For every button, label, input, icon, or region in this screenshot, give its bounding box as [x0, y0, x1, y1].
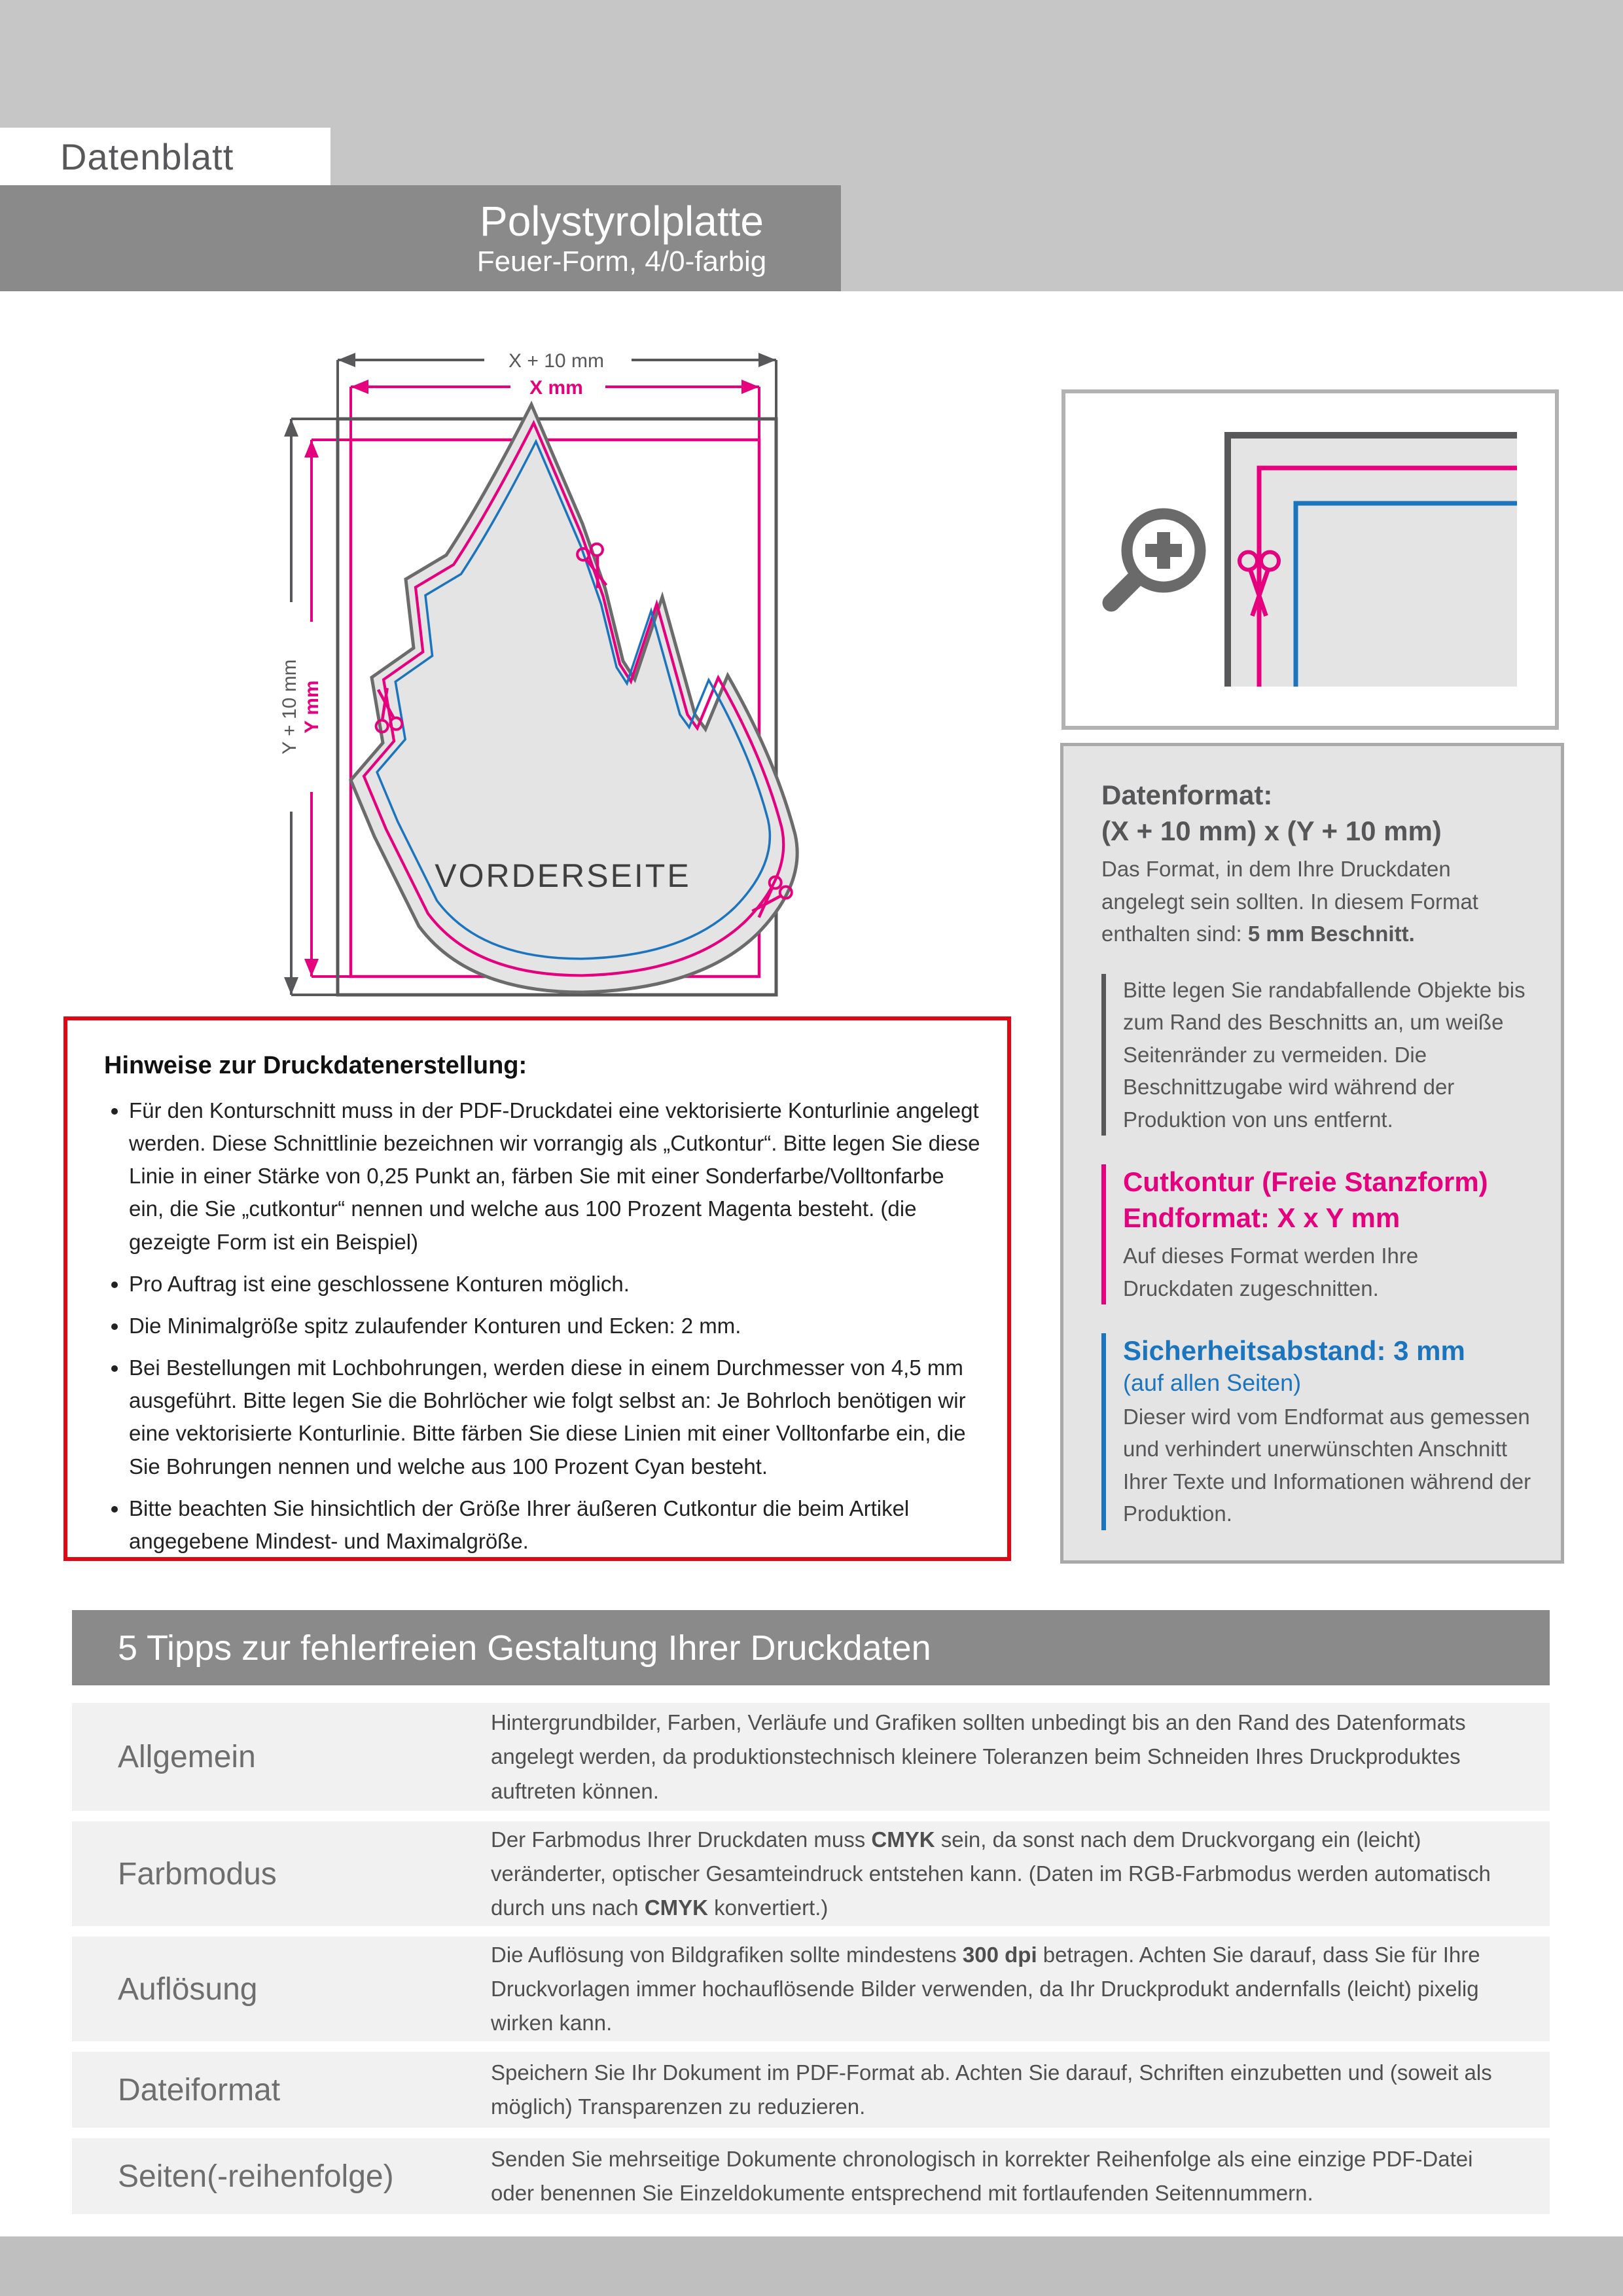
- tip-row-farbmodus: [72, 1821, 1550, 1926]
- tip-label: Farbmodus: [118, 1856, 277, 1892]
- cutkontur-block: [1101, 1164, 1533, 1304]
- tips-header-bar: [72, 1610, 1550, 1685]
- cutkontur-text: Auf dieses Format werden Ihre Druckdaten zugeschnitten.: [1123, 1244, 1419, 1300]
- tip-row-dateiformat: [72, 2052, 1550, 2128]
- front-side-label: VORDERSEITE: [435, 857, 691, 894]
- note-item: • Die Minimalgröße spitz zulaufender Konturen und Ecken: 2 mm.: [129, 1310, 981, 1342]
- note-item: • Pro Auftrag ist eine geschlossene Konturen möglich.: [129, 1268, 981, 1300]
- print-data-notes-box: [63, 1016, 1011, 1561]
- tip-text: Die Auflösung von Bildgrafiken sollte mindestens 300 dpi betragen. Achten Sie darauf, dass Sie für Ihre Druckvorlagen immer hochauflösende Bilder verwenden, da Ihr Druckprodukt andernfalls (leicht) pixelig wirken kann.: [491, 1942, 1480, 2036]
- dim-y-inner-label: Y mm: [301, 680, 323, 734]
- dim-y-outer-label: Y + 10 mm: [279, 659, 300, 755]
- safety-title: Sicherheitsabstand: 3 mm: [1123, 1335, 1465, 1367]
- dim-x-inner-label: X mm: [529, 377, 583, 399]
- bleed-note-text: Bitte legen Sie randabfallende Objekte bis zum Rand des Beschnitts an, um weiße Seitenränder zu vermeiden. Die Beschnittzugabe wird während der Produktion von uns entfernt.: [1123, 977, 1525, 1132]
- tip-text: Der Farbmodus Ihrer Druckdaten muss CMYK sein, da sonst nach dem Druckvorgang ein (leicht) veränderter, optischer Gesamteindruck entstehen kann. (Daten im RGB-Farbmodus werden automatisch durch uns nach CMYK konvertiert.): [491, 1827, 1491, 1920]
- cutkontur-title: Cutkontur (Freie Stanzform): [1123, 1166, 1488, 1198]
- safety-block: [1101, 1333, 1533, 1530]
- tip-row-seitenreihenfolge: [72, 2138, 1550, 2214]
- datenblatt-title-box: [0, 128, 330, 185]
- magnifier-plus-icon: [1111, 514, 1200, 603]
- bleed-note-block: [1101, 974, 1533, 1136]
- note-item: • Für den Konturschnitt muss in der PDF-Druckdatei eine vektorisierte Konturlinie angelegt werden. Diese Schnittlinie bezeichnen wir vorrangig als „Cutkontur“. Bitte legen Sie diese Linie in einer Stärke von 0,25 Punkt an, färben Sie mit einer Sonderfarbe/Volltonfarbe ein, die Sie „cutkontur“ nennen und welche aus 100 Prozent Magenta besteht. (die gezeigte Form ist ein Beispiel): [129, 1094, 981, 1259]
- tip-row-allgemein: [72, 1703, 1550, 1811]
- tips-title: 5 Tipps zur fehlerfreien Gestaltung Ihrer Druckdaten: [118, 1628, 931, 1668]
- datenformat-value: (X + 10 mm) x (Y + 10 mm): [1101, 815, 1442, 846]
- tip-text: Senden Sie mehrseitige Dokumente chronologisch in korrekter Reihenfolge als eine einzige PDF-Datei oder benennen Sie Einzeldokumente entsprechend mit fortlaufenden Seitennummern.: [491, 2146, 1473, 2205]
- product-name: Polystyrolplatte: [480, 197, 764, 245]
- corner-zoom-illustration: [1228, 435, 1517, 687]
- tip-text: Speichern Sie Ihr Dokument im PDF-Format ab. Achten Sie darauf, Schriften einzubetten und (soweit als möglich) Transparenzen zu reduzieren.: [491, 2060, 1492, 2119]
- format-info-panel: [1060, 743, 1564, 1564]
- endformat-title: Endformat: X x Y mm: [1123, 1202, 1400, 1233]
- notes-title: Hinweise zur Druckdatenerstellung:: [104, 1052, 527, 1079]
- safety-text: Dieser wird vom Endformat aus gemessen und verhindert unerwünschten Anschnitt Ihrer Texte und Informationen während der Produktion.: [1123, 1404, 1531, 1526]
- corner-detail-box: [1061, 389, 1559, 730]
- datenformat-text: Das Format, in dem Ihre Druckdaten angelegt sein sollten. In diesem Format enthalten sind: 5 mm Beschnitt.: [1101, 857, 1478, 946]
- tip-text: Hintergrundbilder, Farben, Verläufe und Grafiken sollten unbedingt bis an den Rand des Datenformats angelegt werden, da produktionstechnisch kleinere Toleranzen beim Schneiden Ihres Druckproduktes auftreten können.: [491, 1710, 1466, 1803]
- tip-label: Allgemein: [118, 1740, 256, 1774]
- note-item: • Bei Bestellungen mit Lochbohrungen, werden diese in einem Durchmesser von 4,5 mm ausgeführt. Bitte legen Sie die Bohrlöcher wie folgt selbst an: Je Bohrloch benötigen wir eine vektorisierte Konturlinie. Bitte färben Sie diese Linien mit einer Volltonfarbe ein, die Sie Bohrungen nennen und welche aus 100 Prozent Cyan besteht.: [129, 1352, 981, 1483]
- note-item: • Bitte beachten Sie hinsichtlich der Größe Ihrer äußeren Cutkontur die beim Artikel angegebene Mindest- und Maximalgröße.: [129, 1492, 981, 1558]
- tip-label: Dateiformat: [118, 2072, 281, 2108]
- tips-table: [72, 1703, 1550, 2225]
- tip-label: Auflösung: [118, 1971, 258, 2007]
- notes-list: [104, 1094, 981, 1558]
- tip-row-aufloesung: [72, 1937, 1550, 2041]
- product-header-bar: [0, 185, 841, 291]
- datenformat-title: Datenformat:: [1101, 780, 1273, 810]
- flame-shape-diagram: [275, 308, 812, 1001]
- page-title: Datenblatt: [60, 135, 234, 177]
- product-variant: Feuer-Form, 4/0-farbig: [476, 245, 767, 278]
- dim-x-outer-label: X + 10 mm: [508, 350, 604, 372]
- footer-band: [0, 2236, 1623, 2296]
- tip-label: Seiten(-reihenfolge): [118, 2159, 394, 2194]
- safety-subtitle: (auf allen Seiten): [1123, 1369, 1302, 1396]
